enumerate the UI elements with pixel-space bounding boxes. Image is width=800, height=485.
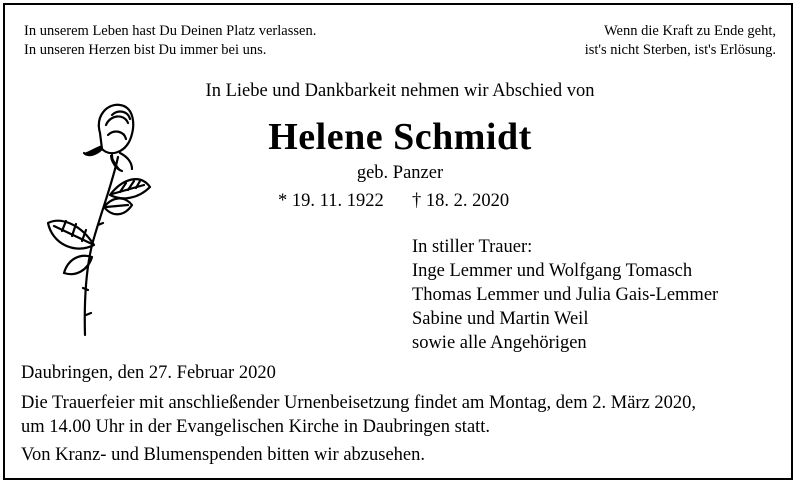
verse-left-line-2: In unseren Herzen bist Du immer bei uns.: [24, 42, 267, 58]
death-date: † 18. 2. 2020: [412, 191, 510, 211]
deceased-name: Helene Schmidt: [268, 116, 532, 158]
mourner-line: Inge Lemmer und Wolfgang Tomasch: [412, 261, 693, 281]
ceremony-line-1: Die Trauerfeier mit anschließender Urnenbeisetzung findet am Montag, dem 2. März 2020,: [21, 393, 697, 413]
place-date: Daubringen, den 27. Februar 2020: [21, 363, 276, 383]
maiden-name: geb. Panzer: [356, 163, 444, 183]
intro-line: In Liebe und Dankbarkeit nehmen wir Abschied von: [205, 81, 595, 101]
verse-right-line-2: ist's nicht Sterben, ist's Erlösung.: [584, 42, 776, 58]
mourners-heading: In stiller Trauer:: [412, 237, 533, 257]
ceremony-line-2: um 14.00 Uhr in der Evangelischen Kirche in Daubringen statt.: [21, 417, 491, 437]
birth-date: * 19. 11. 1922: [278, 191, 384, 211]
flower-request: Von Kranz- und Blumenspenden bitten wir abzusehen.: [21, 445, 425, 465]
mourner-line: Thomas Lemmer und Julia Gais-Lemmer: [412, 285, 719, 305]
mourner-line: Sabine und Martin Weil: [412, 309, 589, 329]
mourner-line: sowie alle Angehörigen: [412, 333, 587, 353]
verse-left-line-1: In unserem Leben hast Du Deinen Platz verlassen.: [24, 23, 317, 39]
verse-right-line-1: Wenn die Kraft zu Ende geht,: [604, 23, 776, 39]
